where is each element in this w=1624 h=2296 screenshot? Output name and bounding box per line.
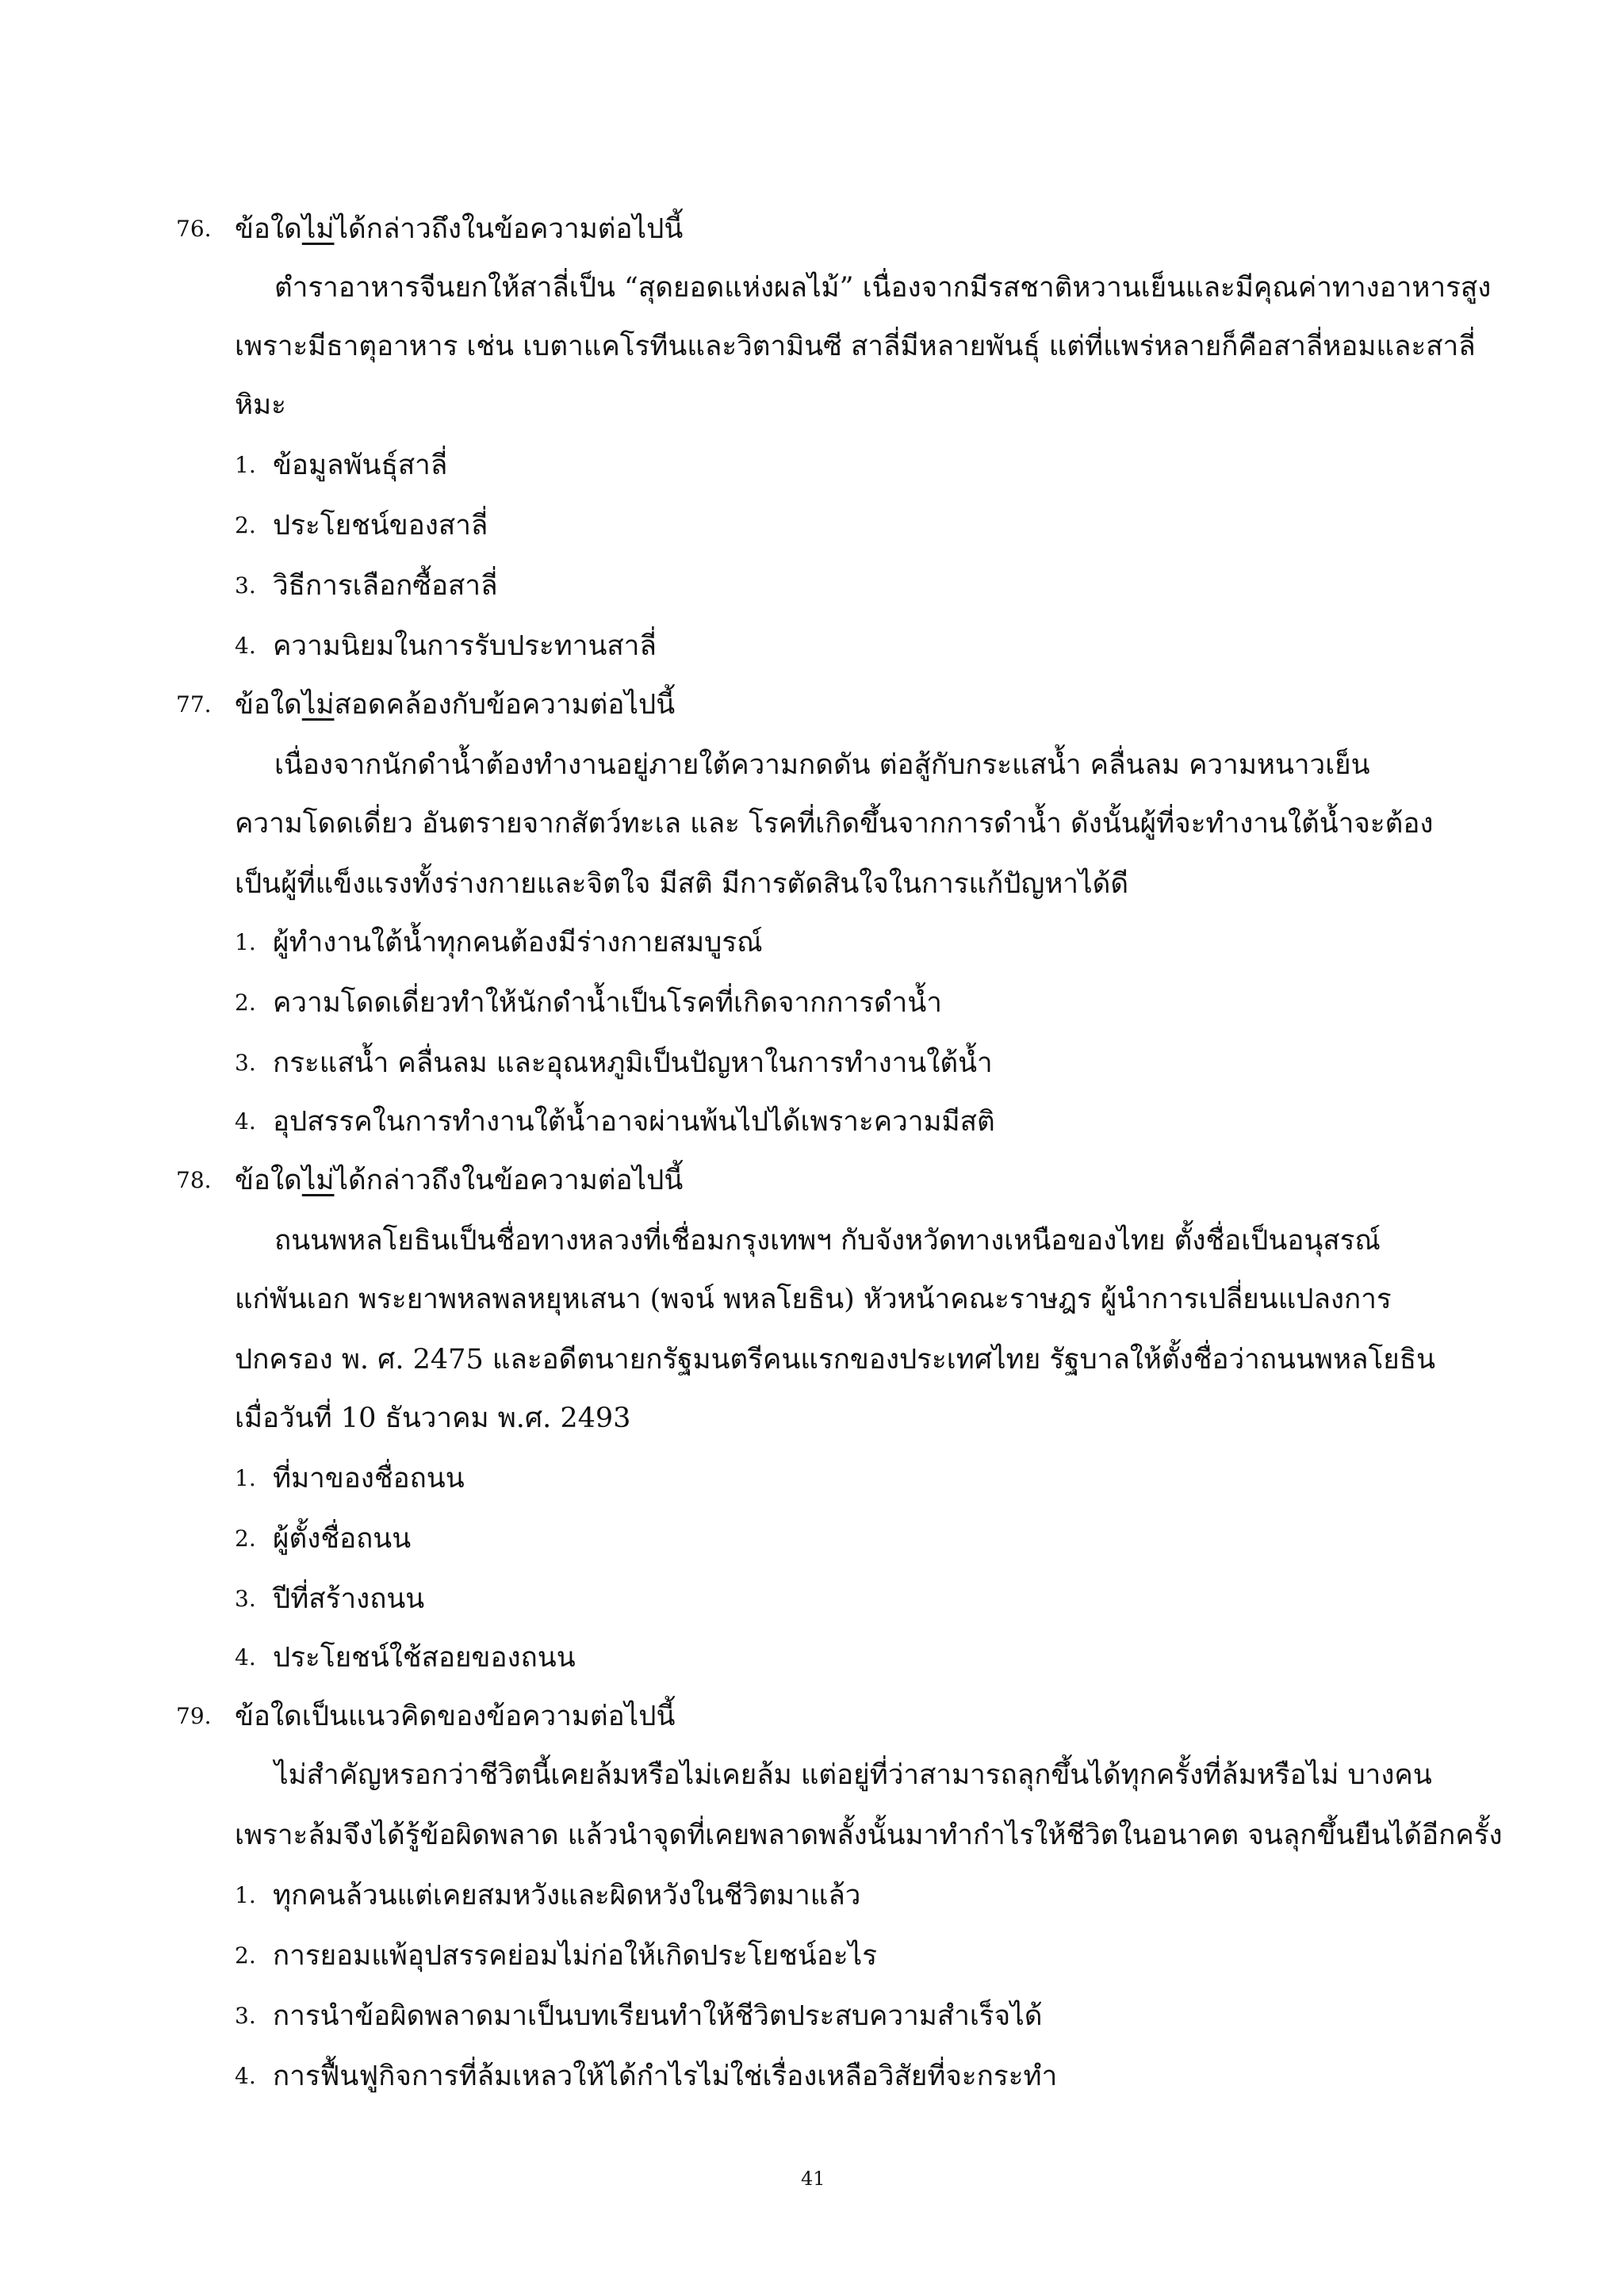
underlined-word: ไม่ xyxy=(301,213,335,245)
passage-line: หิมะ xyxy=(235,389,286,421)
question-number: 76. xyxy=(176,216,212,242)
question-number: 79. xyxy=(176,1703,212,1729)
passage-line: เมื่อวันที่ 10 ธันวาคม พ.ศ. 2493 xyxy=(235,1402,631,1434)
passage-line: เนื่องจากนักดำน้ำต้องทำงานอยู่ภายใต้ความกดดัน ต่อสู้กับกระแสน้ำ คลื่นลม ความหนาวเย็น xyxy=(274,749,1370,781)
passage-line: เพราะมีธาตุอาหาร เช่น เบตาแคโรทีนและวิตามินซี สาลี่มีหลายพันธุ์ แต่ที่แพร่หลายก็คือสาลี่หอมและสาลี่ xyxy=(235,331,1476,362)
question-prompt: ข้อใดไม่ได้กล่าวถึงในข้อความต่อไปนี้ xyxy=(235,213,684,245)
passage-line: ปกครอง พ. ศ. 2475 และอดีตนายกรัฐมนตรีคนแรกของประเทศไทย รัฐบาลให้ตั้งชื่อว่าถนนพหลโยธิน xyxy=(235,1344,1436,1376)
question-number: 77. xyxy=(176,691,212,718)
underlined-word: ไม่ xyxy=(301,689,335,721)
passage-line: เพราะล้มจึงได้รู้ข้อผิดพลาด แล้วนำจุดที่เคยพลาดพลั้งนั้นมาทำกำไรให้ชีวิตในอนาคต จนลุกขึ้นยืนได้อีกครั้ง xyxy=(235,1820,1503,1851)
question-prompt: ข้อใดไม่ได้กล่าวถึงในข้อความต่อไปนี้ xyxy=(235,1165,684,1196)
page-number: 41 xyxy=(801,2168,825,2190)
passage-line: เป็นผู้ที่แข็งแรงทั้งร่างกายและจิตใจ มีสติ มีการตัดสินใจในการแก้ปัญหาได้ดี xyxy=(235,868,1129,900)
question-number: 78. xyxy=(176,1167,212,1193)
question-prompt: ข้อใดไม่สอดคล้องกับข้อความต่อไปนี้ xyxy=(235,689,676,721)
question-prompt: ข้อใดเป็นแนวคิดของข้อความต่อไปนี้ xyxy=(235,1701,676,1732)
passage-line: ตำราอาหารจีนยกให้สาลี่เป็น “สุดยอดแห่งผลไม้” เนื่องจากมีรสชาติหวานเย็นและมีคุณค่าทางอาหารสูง xyxy=(274,272,1492,304)
passage-line: ไม่สำคัญหรอกว่าชีวิตนี้เคยล้มหรือไม่เคยล้ม แต่อยู่ที่ว่าสามารถลุกขึ้นได้ทุกครั้งที่ล้มหรือไม่ บางคน xyxy=(274,1759,1432,1791)
passage-line: ถนนพหลโยธินเป็นชื่อทางหลวงที่เชื่อมกรุงเทพฯ กับจังหวัดทางเหนือของไทย ตั้งชื่อเป็นอนุสรณ์ xyxy=(274,1225,1381,1257)
passage-line: ความโดดเดี่ยว อันตรายจากสัตว์ทะเล และ โรคที่เกิดขึ้นจากการดำน้ำ ดังนั้นผู้ที่จะทำงานใต้น้ำจะต้อง xyxy=(235,808,1434,840)
passage-line: แก่พันเอก พระยาพหลพลหยุหเสนา (พจน์ พหลโยธิน) หัวหน้าคณะราษฎร ผู้นำการเปลี่ยนแปลงการ xyxy=(235,1284,1392,1315)
document-page: 76. ข้อใดไม่ได้กล่าวถึงในข้อความต่อไปนี้ ตำราอาหารจีนยกให้สาลี่เป็น “สุดยอดแห่งผลไม้” เนื่องจากมีรสชาติหวานเย็นและมีคุณค่าทางอาหารสูง เพราะมีธาตุอาหาร เช่น เบตาแคโรทีนและวิตามินซี สาลี่มีหลายพันธุ์ แต่ที่แพร่หลายก็คือสาลี่หอมและสาลี่ หิมะ 1. ข้อมูลพันธุ์สาลี่ 2. ประโยชน์ของสาลี่ 3. วิธีการเลือกซื้อสาลี่ 4. ความนิยมในการรับประทานสาลี่ 77. ข้อใดไม่สอดคล้องกับข้อความต่อไปนี้ เนื่องจากนักดำน้ำต้องทำงานอยู่ภายใต้ความกดดัน ต่อสู้กับกระแสน้ำ คลื่นลม ความหนาวเย็น ความโดดเดี่ยว อันตรายจากสัตว์ทะเล และ โรคที่เกิดขึ้นจากการดำน้ำ ดังนั้นผู้ที่จะทำงานใต้น้ำจะต้อง เป็นผู้ที่แข็งแรงทั้งร่างกายและจิตใจ มีสติ มีการตัดสินใจในการแก้ปัญหาได้ดี 1. ผู้ทำงานใต้น้ำทุกคนต้องมีร่างกายสมบูรณ์ 2. ความโดดเดี่ยวทำให้นักดำน้ำเป็นโรคที่เกิดจากการดำน้ำ 3. กระแสน้ำ คลื่นลม และอุณหภูมิเป็นปัญหาในการทำงานใต้น้ำ 4. อุปสรรคในการทำงานใต้น้ำอาจผ่านพ้นไปได้เพราะความมีสติ 78. ข้อใดไม่ได้กล่าวถึงในข้อความต่อไปนี้ ถนนพหลโยธินเป็นชื่อทางหลวงที่เชื่อมกรุงเทพฯ กับจังหวัดทางเหนือของไทย ตั้งชื่อเป็นอนุสรณ์ แก่พันเอก พระยาพหลพลหยุหเสนา (พจน์ พหลโยธิน) หัวหน้าคณะราษฎร ผู้นำการเปลี่ยนแปลงการ ปกครอง พ. ศ. 2475 และอดีตนายกรัฐมนตรีคนแรกของประเทศไทย รัฐบาลให้ตั้งชื่อว่าถนนพหลโยธิน เมื่อวันที่ 10 ธันวาคม พ.ศ. 2493 1. ที่มาของชื่อถนน 2. ผู้ตั้งชื่อถนน 3. ปีที่สร้างถนน 4. ประโยชน์ใช้สอยของถนน 79. ข้อใดเป็นแนวคิดของข้อความต่อไปนี้ ไม่สำคัญหรอกว่าชีวิตนี้เคยล้มหรือไม่เคยล้ม แต่อยู่ที่ว่าสามารถลุกขึ้นได้ทุกครั้งที่ล้มหรือไม่ บางคน เพราะล้มจึงได้รู้ข้อผิดพลาด แล้วนำจุดที่เคยพลาดพลั้งนั้นมาทำกำไรให้ชีวิตในอนาคต จนลุกขึ้นยืนได้อีกครั้ง 1. ทุกคนล้วนแต่เคยสมหวังและผิดหวังในชีวิตมาแล้ว 2. การยอมแพ้อุปสรรคย่อมไม่ก่อให้เกิดประโยชน์อะไร 3. การนำข้อผิดพลาดมาเป็นบทเรียนทำให้ชีวิตประสบความสำเร็จได้ 4. การฟื้นฟูกิจการที่ล้มเหลวให้ได้กำไรไม่ใช่เรื่องเหลือวิสัยที่จะกระทำ 41 xyxy=(0,0,1624,2296)
underlined-word: ไม่ xyxy=(301,1165,335,1196)
